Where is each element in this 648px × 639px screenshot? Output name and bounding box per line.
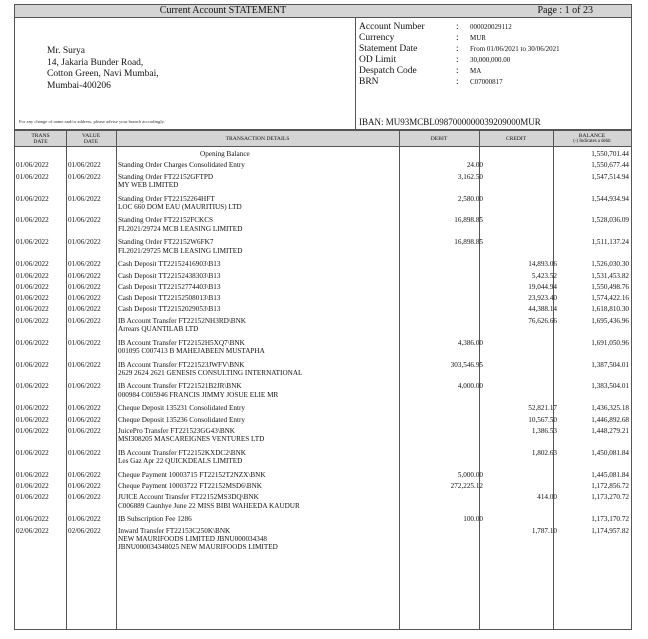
statement-page: [14, 4, 632, 630]
detail-line: JUICE Account Transfer FT22152MS3DQ\BNK: [118, 493, 259, 502]
detail-line: Opening Balance: [200, 150, 250, 158]
balance-amount: 1,436,325.18: [591, 404, 629, 413]
transaction-details: [118, 404, 245, 412]
detail-line: Cash Deposit TT22152029053\B13: [118, 305, 221, 314]
trans-date: 01/06/2022: [16, 294, 49, 303]
detail-line: Arrears QUANTILAB LTD: [118, 324, 199, 333]
detail-line: MY WEB LIMITED: [118, 180, 179, 189]
value-date: 01/06/2022: [68, 172, 101, 181]
debit-amount: 100.00: [463, 515, 483, 524]
value-date: 01/06/2022: [68, 493, 101, 502]
value-date: 01/06/2022: [68, 216, 101, 225]
balance-amount: 1,528,036.09: [591, 216, 629, 225]
debit-amount: 16,898.85: [454, 238, 483, 247]
credit-amount: 76,626.66: [528, 316, 557, 325]
column-divider: [66, 131, 67, 629]
value-date: 01/06/2022: [68, 194, 101, 203]
detail-line: IB Account Transfer FT221521B2JR\BNK: [118, 382, 242, 391]
credit-amount: 1,802.63: [531, 448, 557, 457]
detail-line: LOC 660 DOM EAU (MAURITIUS) LTD: [118, 202, 242, 211]
balance-amount: 1,173,170.72: [591, 515, 629, 524]
despatch-code-row: Despatch Code : MA: [359, 66, 482, 76]
trans-date: 01/06/2022: [16, 493, 49, 502]
balance-amount: 1,383,504.01: [591, 382, 629, 391]
transactions-table: [14, 130, 632, 630]
transaction-details: [118, 493, 300, 510]
value-date: 01/06/2022: [68, 415, 101, 424]
debit-amount: 4,386.00: [457, 338, 483, 347]
credit-amount: 23,923.40: [528, 294, 557, 303]
column-divider: [553, 131, 554, 629]
balance-amount: 1,446,892.68: [591, 415, 629, 424]
debit-amount: 303,546.95: [450, 360, 483, 369]
value-date: 01/06/2022: [68, 404, 101, 413]
transaction-details: [118, 195, 242, 212]
detail-line: 000984 C005946 FRANCIS JIMMY JOSUE ELIE MR: [118, 390, 279, 399]
trans-date: 01/06/2022: [16, 172, 49, 181]
trans-date: 01/06/2022: [16, 161, 49, 170]
detail-line: Cash Deposit TT22152508013\B13: [118, 294, 221, 303]
detail-line: Cash Deposit TT22152774403\B13: [118, 282, 221, 291]
debit-amount: 2,580.00: [457, 194, 483, 203]
balance-amount: 1,173,270.72: [591, 493, 629, 502]
trans-date: 01/06/2022: [16, 360, 49, 369]
column-divider: [116, 131, 117, 629]
field-label: Statement Date: [359, 44, 418, 54]
transaction-details: [118, 216, 242, 233]
field-label: BRN: [359, 77, 379, 87]
balance-amount: 1,511,137.24: [591, 238, 629, 247]
address-line: 14, Jakaria Bunder Road,: [47, 57, 144, 68]
debit-amount: 4,000.00: [457, 382, 483, 391]
detail-line: NEW MAURIFOODS LIMITED JBNU000034348: [118, 534, 268, 543]
credit-amount: 414.00: [537, 493, 557, 502]
transaction-details: [118, 305, 221, 313]
debit-amount: 3,162.50: [457, 172, 483, 181]
trans-date: 01/06/2022: [16, 271, 49, 280]
detail-line: Standing Order FT22152FCKCS: [118, 216, 214, 225]
value-date: 01/06/2022: [68, 305, 101, 314]
transaction-details: [118, 173, 213, 190]
address-line: Mumbai-400206: [47, 80, 111, 91]
transaction-details: [118, 339, 265, 356]
value-date: 01/06/2022: [68, 260, 101, 269]
credit-amount: 14,893.06: [528, 260, 557, 269]
header-trans-date: TRANS DATE: [15, 131, 66, 147]
balance-amount: 1,550,498.76: [591, 282, 629, 291]
account-number: 000020029112: [470, 23, 512, 31]
detail-line: Cash Deposit TT22152438303\B13: [118, 271, 221, 280]
header-debit: DEBIT: [399, 131, 479, 147]
currency: MUR: [470, 34, 486, 42]
value-date: 01/06/2022: [68, 448, 101, 457]
detail-line: IB Account Transfer FT22152H5XQ7\BNK: [118, 338, 245, 347]
trans-date: 01/06/2022: [16, 338, 49, 347]
detail-line: Standing Order FT22152W6FK7: [118, 238, 214, 247]
detail-line: JuicePro Transfer FT221523GG43\BNK: [118, 426, 235, 435]
statement-date-row: Statement Date : From 01/06/2021 to 30/06/2021: [359, 44, 560, 54]
page-number: Page : 1 of 23: [537, 5, 593, 16]
detail-line: Standing Order FT22152264HFT: [118, 194, 215, 203]
detail-line: FL2021/29725 MCB LEASING LIMITED: [118, 246, 243, 255]
trans-date: 01/06/2022: [16, 382, 49, 391]
detail-line: Les Gaz Apr 22 QUICKDEALS LIMITED: [118, 457, 243, 466]
transaction-details: [118, 449, 246, 466]
value-date: 01/06/2022: [68, 338, 101, 347]
balance-amount: 1,526,030.30: [591, 260, 629, 269]
trans-date: 01/06/2022: [16, 426, 49, 435]
balance-amount: 1,547,514.94: [591, 172, 629, 181]
brn: C07000817: [470, 78, 503, 86]
trans-date: 01/06/2022: [16, 316, 49, 325]
trans-date: 01/06/2022: [16, 448, 49, 457]
iban: IBAN: MU93MCBL0987000000039209000MUR: [359, 117, 541, 127]
debit-amount: 24.00: [466, 161, 483, 170]
trans-date: 01/06/2022: [16, 260, 49, 269]
transaction-details: [118, 272, 221, 280]
credit-amount: 19,044.94: [528, 282, 557, 291]
detail-line: 001095 C007413 B MAHEJABEEN MUSTAPHA: [118, 346, 265, 355]
detail-line: Cheque Deposit 135231 Consolidated Entry: [118, 404, 245, 413]
credit-amount: 52,821.17: [528, 404, 557, 413]
trans-date: 02/06/2022: [16, 526, 49, 535]
credit-amount: 1,787.10: [531, 526, 557, 535]
value-date: 01/06/2022: [68, 515, 101, 524]
transaction-details: [118, 294, 221, 302]
transaction-details: [118, 238, 242, 255]
transaction-details: [118, 471, 266, 479]
statement-date: From 01/06/2021 to 30/06/2021: [470, 45, 560, 53]
detail-line: IB Subscription Fee 1286: [118, 515, 192, 524]
header-balance: BALANCE (-) Indicates a debit: [553, 131, 631, 147]
transaction-details: [118, 260, 221, 268]
transaction-details: [118, 416, 245, 424]
header-value-date: VALUE DATE: [66, 131, 116, 147]
detail-line: Cheque Deposit 135236 Consolidated Entry: [118, 415, 245, 424]
trans-date: 01/06/2022: [16, 305, 49, 314]
detail-line: IB Account Transfer FT221523JWFV\BNK: [118, 360, 245, 369]
detail-line: Standing Order Charges Consolidated Entry: [118, 161, 245, 170]
credit-amount: 5,423.52: [531, 271, 557, 280]
balance-amount: 1,387,504.01: [591, 360, 629, 369]
brn-row: BRN : C07000817: [359, 77, 503, 87]
detail-line: Cheque Payment 10003722 FT22152MSD6\BNK: [118, 482, 262, 490]
detail-line: IB Account Transfer FT22152KXDC2\BNK: [118, 448, 246, 457]
column-divider: [479, 131, 480, 629]
balance-amount: 1,574,422.16: [591, 294, 629, 303]
credit-amount: 10,567.50: [528, 415, 557, 424]
value-date: 01/06/2022: [68, 282, 101, 291]
detail-line: JBNU000034348025 NEW MAURIFOODS LIMITED: [118, 543, 278, 552]
od-limit-row: OD Limit : 30,000,000.00: [359, 55, 511, 65]
address-line: Cotton Green, Navi Mumbai,: [47, 69, 159, 79]
credit-amount: 44,388.14: [528, 305, 557, 314]
value-date: 01/06/2022: [68, 482, 101, 490]
header-divider: [355, 18, 356, 129]
field-label: OD Limit: [359, 55, 397, 65]
detail-line: Cheque Payment 10003715 FT22152T2NZX\BNK: [118, 470, 266, 479]
detail-line: Standing Order FT22152GFTPD: [118, 172, 214, 181]
detail-line: C006889 Caunhye June 22 MISS BIBI WAHEEDA KAUDUR: [118, 501, 300, 510]
debit-amount: 5,000.00: [457, 470, 483, 479]
detail-line: MSI308205 MASCAREIGNES VENTURES LTD: [118, 435, 265, 444]
detail-line: FL2021/29724 MCB LEASING LIMITED: [118, 224, 243, 233]
value-date: 01/06/2022: [68, 360, 101, 369]
field-label: Despatch Code: [359, 66, 417, 76]
transaction-details: [118, 427, 264, 444]
despatch-code: MA: [470, 67, 482, 75]
transaction-details: [118, 382, 278, 399]
transaction-details: [118, 482, 262, 490]
transaction-details: [200, 150, 250, 158]
statement-title: Current Account STATEMENT: [159, 5, 287, 16]
value-date: 01/06/2022: [68, 161, 101, 170]
field-label: Account Number: [359, 22, 425, 32]
value-date: 01/06/2022: [68, 470, 101, 479]
column-divider: [399, 131, 400, 629]
header-credit: CREDIT: [479, 131, 553, 147]
value-date: 01/06/2022: [68, 238, 101, 247]
value-date: 01/06/2022: [68, 316, 101, 325]
trans-date: 01/06/2022: [16, 404, 49, 413]
trans-date: 01/06/2022: [16, 470, 49, 479]
balance-amount: 1,531,453.82: [591, 271, 629, 280]
trans-date: 01/06/2022: [16, 482, 49, 490]
debit-amount: 16,898.85: [454, 216, 483, 225]
detail-line: IB Account Transfer FT22152NH3RD\BNK: [118, 316, 246, 325]
balance-amount: 1,618,810.30: [591, 305, 629, 314]
currency-row: Currency : MUR: [359, 33, 486, 43]
od-limit: 30,000,000.00: [470, 56, 511, 64]
field-label: Currency: [359, 33, 395, 43]
transaction-details: [118, 283, 221, 291]
account-number-row: Account Number : 000020029112: [359, 22, 512, 32]
balance-amount: 1,448,279.21: [591, 426, 629, 435]
customer-address-block: [47, 46, 159, 92]
transaction-details: [118, 317, 246, 334]
balance-amount: 1,691,050.96: [591, 338, 629, 347]
account-info: [359, 22, 560, 88]
balance-amount: 1,450,081.84: [591, 448, 629, 457]
trans-date: 01/06/2022: [16, 282, 49, 291]
trans-date: 01/06/2022: [16, 216, 49, 225]
trans-date: 01/06/2022: [16, 238, 49, 247]
detail-line: 2629 2624 2621 GENESIS CONSULTING INTERNATIONAL: [118, 368, 303, 377]
title-bar: [14, 4, 632, 18]
value-date: 01/06/2022: [68, 426, 101, 435]
detail-line: Inward Transfer FT22153C250K\BNK: [118, 526, 231, 535]
customer-name: Mr. Surya: [47, 46, 85, 56]
balance-amount: 1,550,677.44: [591, 161, 629, 170]
trans-date: 01/06/2022: [16, 415, 49, 424]
trans-date: 01/06/2022: [16, 515, 49, 524]
value-date: 02/06/2022: [68, 526, 101, 535]
value-date: 01/06/2022: [68, 382, 101, 391]
header-details: TRANSACTION DETAILS: [116, 131, 399, 147]
address-change-notice: For any change of name and/or address, please advise your branch accordingly.: [19, 119, 165, 124]
value-date: 01/06/2022: [68, 294, 101, 303]
transaction-details: [118, 361, 302, 378]
value-date: 01/06/2022: [68, 271, 101, 280]
debit-amount: 272,225.12: [450, 482, 483, 490]
transaction-details: [118, 527, 278, 552]
balance-amount: 1,550,701.44: [591, 150, 629, 158]
statement-header: [14, 18, 632, 130]
balance-amount: 1,174,957.82: [591, 526, 629, 535]
balance-amount: 1,695,436.96: [591, 316, 629, 325]
transaction-details: [118, 515, 192, 523]
balance-amount: 1,544,934.94: [591, 194, 629, 203]
credit-amount: 1,386.53: [531, 426, 557, 435]
balance-amount: 1,445,081.84: [591, 470, 629, 479]
trans-date: 01/06/2022: [16, 194, 49, 203]
balance-amount: 1,172,856.72: [591, 482, 629, 490]
detail-line: Cash Deposit TT22152416903\B13: [118, 260, 221, 269]
transaction-details: [118, 161, 245, 169]
